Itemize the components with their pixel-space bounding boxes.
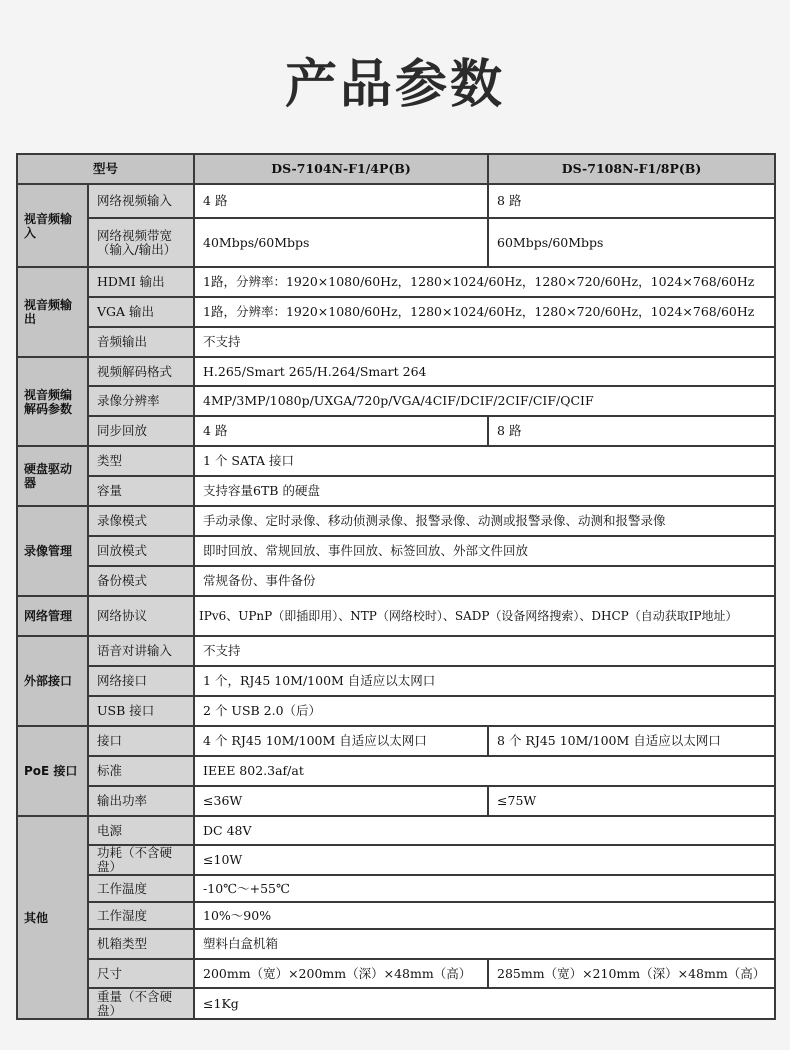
param-label: 语音对讲输入 — [88, 636, 194, 666]
param-label: 网络视频输入 — [88, 184, 194, 218]
value: 不支持 — [194, 327, 775, 357]
value-a: 4 路 — [194, 184, 488, 218]
category-poe: PoE 接口 — [17, 726, 88, 816]
table-row — [17, 786, 775, 816]
value: 1 个，RJ45 10M/100M 自适应以太网口 — [194, 666, 775, 696]
table-row — [17, 218, 775, 267]
table-row — [17, 357, 775, 386]
param-label: 容量 — [88, 476, 194, 506]
table-row — [17, 696, 775, 726]
spec-table — [16, 153, 776, 1020]
table-row — [17, 416, 775, 446]
table-row — [17, 845, 775, 875]
value: 塑料白盒机箱 — [194, 929, 775, 959]
value: 1路，分辨率：1920×1080/60Hz，1280×1024/60Hz，1280×720/60Hz，1024×768/60Hz — [194, 267, 775, 297]
param-label: VGA 输出 — [88, 297, 194, 327]
table-row — [17, 386, 775, 416]
value-b: 285mm（宽）×210mm（深）×48mm（高） — [488, 959, 775, 988]
value-b: 60Mbps/60Mbps — [488, 218, 775, 267]
value: IEEE 802.3af/at — [194, 756, 775, 786]
value: ≤1Kg — [194, 988, 775, 1019]
param-label: 重量（不含硬盘） — [88, 988, 194, 1019]
value-b: 8 路 — [488, 184, 775, 218]
table-row — [17, 506, 775, 536]
param-label: 功耗（不含硬盘） — [88, 845, 194, 875]
value: 手动录像、定时录像、移动侦测录像、报警录像、动测或报警录像、动测和报警录像 — [194, 506, 775, 536]
param-label: 工作湿度 — [88, 902, 194, 929]
value: ≤10W — [194, 845, 775, 875]
table-row — [17, 636, 775, 666]
param-label: 网络接口 — [88, 666, 194, 696]
value: 1路，分辨率：1920×1080/60Hz，1280×1024/60Hz，1280×720/60Hz，1024×768/60Hz — [194, 297, 775, 327]
param-label: HDMI 输出 — [88, 267, 194, 297]
table-row — [17, 297, 775, 327]
category-codec: 视音频编解码参数 — [17, 357, 88, 446]
value-a: ≤36W — [194, 786, 488, 816]
value: DC 48V — [194, 816, 775, 845]
table-row — [17, 959, 775, 988]
value: 1 个 SATA 接口 — [194, 446, 775, 476]
param-label: 标准 — [88, 756, 194, 786]
value: IPv6、UPnP（即插即用）、NTP（网络校时）、SADP（设备网络搜索）、DHCP（自动获取IP地址） — [194, 596, 775, 636]
table-row — [17, 476, 775, 506]
table-row — [17, 726, 775, 756]
page-title: 产品参数 — [284, 55, 505, 115]
table-row — [17, 446, 775, 476]
param-label: 工作温度 — [88, 875, 194, 902]
param-label: 电源 — [88, 816, 194, 845]
table-row — [17, 566, 775, 596]
model-a: DS-7104N-F1/4P(B) — [194, 154, 488, 184]
value: 支持容量6TB 的硬盘 — [194, 476, 775, 506]
param-label: 音频输出 — [88, 327, 194, 357]
table-row — [17, 756, 775, 786]
value-a: 4 路 — [194, 416, 488, 446]
value: 即时回放、常规回放、事件回放、标签回放、外部文件回放 — [194, 536, 775, 566]
category-av-input: 视音频输入 — [17, 184, 88, 267]
param-label: 接口 — [88, 726, 194, 756]
table-row — [17, 875, 775, 902]
category-av-output: 视音频输出 — [17, 267, 88, 357]
table-row — [17, 267, 775, 297]
category-hdd: 硬盘驱动器 — [17, 446, 88, 506]
param-label: 录像模式 — [88, 506, 194, 536]
value-a: 200mm（宽）×200mm（深）×48mm（高） — [194, 959, 488, 988]
model-b: DS-7108N-F1/8P(B) — [488, 154, 775, 184]
param-label: 机箱类型 — [88, 929, 194, 959]
model-label: 型号 — [17, 154, 194, 184]
table-row — [17, 327, 775, 357]
param-label: 录像分辨率 — [88, 386, 194, 416]
category-other: 其他 — [17, 816, 88, 1019]
value-b: ≤75W — [488, 786, 775, 816]
value: 2 个 USB 2.0（后） — [194, 696, 775, 726]
param-label: 输出功率 — [88, 786, 194, 816]
category-record-mgmt: 录像管理 — [17, 506, 88, 596]
table-row — [17, 154, 775, 184]
param-label: 同步回放 — [88, 416, 194, 446]
param-label: 尺寸 — [88, 959, 194, 988]
value: -10℃～+55℃ — [194, 875, 775, 902]
value: 常规备份、事件备份 — [194, 566, 775, 596]
table-row — [17, 536, 775, 566]
param-label: 类型 — [88, 446, 194, 476]
category-external: 外部接口 — [17, 636, 88, 726]
param-label: USB 接口 — [88, 696, 194, 726]
param-label: 视频解码格式 — [88, 357, 194, 386]
param-label: 回放模式 — [88, 536, 194, 566]
value: 10%～90% — [194, 902, 775, 929]
table-row — [17, 666, 775, 696]
table-row — [17, 596, 775, 636]
table-row — [17, 902, 775, 929]
value: 不支持 — [194, 636, 775, 666]
param-label: 备份模式 — [88, 566, 194, 596]
value-b: 8 个 RJ45 10M/100M 自适应以太网口 — [488, 726, 775, 756]
value: 4MP/3MP/1080p/UXGA/720p/VGA/4CIF/DCIF/2CIF/CIF/QCIF — [194, 386, 775, 416]
param-label: 网络视频带宽（输入/输出） — [88, 218, 194, 267]
value-b: 8 路 — [488, 416, 775, 446]
table-row — [17, 988, 775, 1019]
category-network-mgmt: 网络管理 — [17, 596, 88, 636]
table-row — [17, 816, 775, 845]
value: H.265/Smart 265/H.264/Smart 264 — [194, 357, 775, 386]
value-a: 4 个 RJ45 10M/100M 自适应以太网口 — [194, 726, 488, 756]
table-row — [17, 929, 775, 959]
table-row — [17, 184, 775, 218]
param-label: 网络协议 — [88, 596, 194, 636]
value-a: 40Mbps/60Mbps — [194, 218, 488, 267]
